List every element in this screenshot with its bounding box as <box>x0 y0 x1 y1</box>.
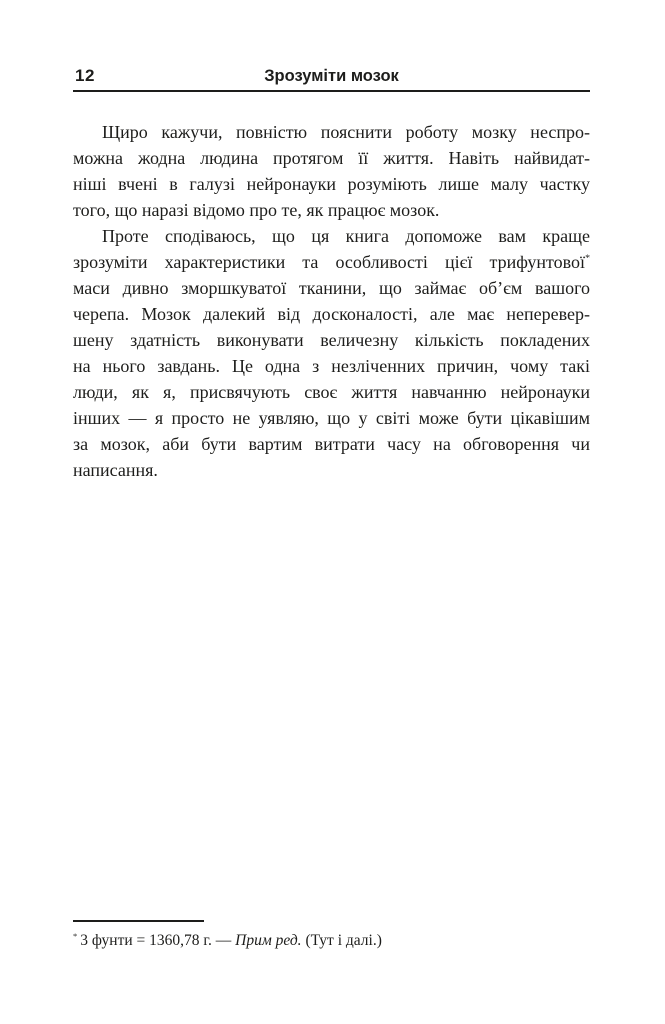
text-line: маси дивно зморшкуватої тканини, що займає об’єм вашого <box>73 278 590 298</box>
footnote-suffix: (Тут і далі.) <box>301 932 382 949</box>
text-line: ніші вчені в галузі нейронауки розуміють лише малу частку <box>73 174 590 194</box>
footnote-rule <box>73 920 204 922</box>
text-line: на нього завдань. Це одна з незліченних причин, чому такі <box>73 356 590 376</box>
text-line: можна жодна людина протягом її життя. Навіть найвидат- <box>73 148 590 168</box>
footnote-text: 3 фунти = 1360,78 г. — <box>80 932 236 949</box>
text-line: за мозок, аби бути вартим витрати часу на обговорення чи <box>73 434 590 454</box>
paragraph <box>73 223 590 483</box>
paragraph <box>73 119 590 223</box>
text-line: шену здатність виконувати величезну кількість покладених <box>73 330 590 350</box>
footnote-area <box>73 920 590 951</box>
text-line: люди, як я, присвячують своє життя навчанню нейронауки <box>73 382 590 402</box>
text-line: того, що наразі відомо про те, як працює мозок. <box>73 200 440 220</box>
footnote-editor-note: Прим ред. <box>235 932 302 949</box>
text-line: черепа. Мозок далекий від досконалості, але має неперевер- <box>73 304 590 324</box>
text-line: Щиро кажучи, повністю пояснити роботу мозку неспро- <box>102 122 590 142</box>
footnote-reference-marker: * <box>585 253 590 264</box>
page-number: 12 <box>75 66 95 85</box>
text-line: інших — я просто не уявляю, що у світі може бути цікавішим <box>73 408 590 428</box>
body-text <box>73 119 590 483</box>
text-line: зрозуміти характеристики та особливості цієї трифунтової* <box>73 252 590 272</box>
footnote-marker: * <box>73 931 78 941</box>
running-title: Зрозуміти мозок <box>264 67 399 85</box>
text-line: написання. <box>73 460 158 480</box>
page-header <box>73 67 590 92</box>
text-line: Проте сподіваюсь, що ця книга допоможе вам краще <box>102 226 590 246</box>
footnote <box>73 931 590 951</box>
